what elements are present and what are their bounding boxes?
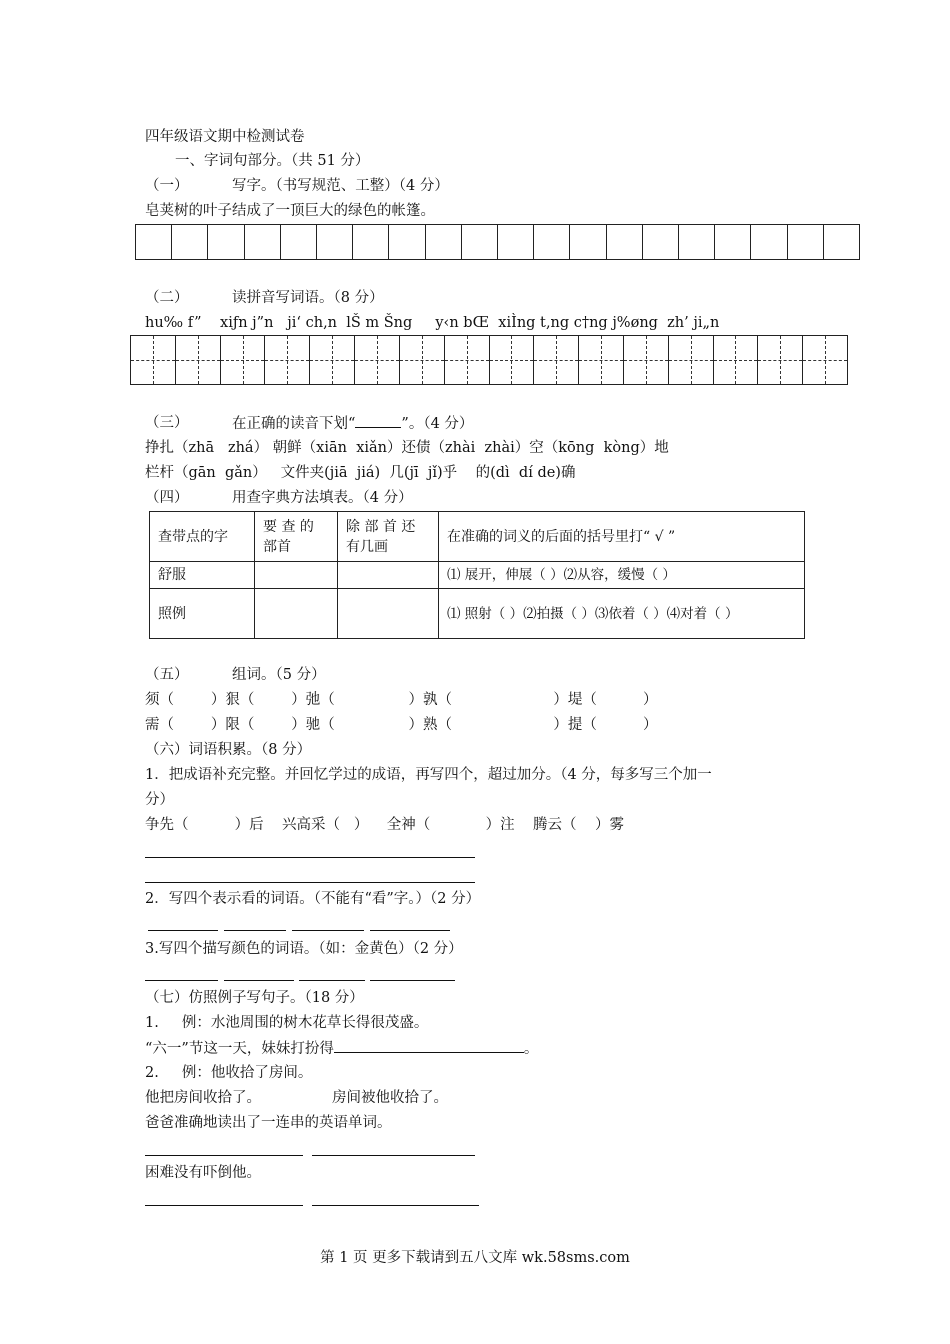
writing-cell[interactable] xyxy=(679,225,715,259)
s4-title: 用查字典方法填表。（4 分） xyxy=(232,490,413,506)
s5-row2: 需（ ）限（ ）驰（ ）熟（ ）提（ ） xyxy=(145,717,658,733)
tian-cell[interactable] xyxy=(490,336,535,384)
writing-cell[interactable] xyxy=(462,225,498,259)
answer-line[interactable] xyxy=(145,1205,303,1206)
answer-line[interactable] xyxy=(145,1155,303,1156)
s4-number: （四） xyxy=(145,490,189,506)
answer-line[interactable] xyxy=(145,857,475,858)
header-char: 查带点的字 xyxy=(150,512,255,562)
writing-cell[interactable] xyxy=(607,225,643,259)
page-title: 四年级语文期中检测试卷 xyxy=(145,129,305,145)
answer-line[interactable] xyxy=(312,1205,479,1206)
tian-cell[interactable] xyxy=(579,336,624,384)
strokes-cell[interactable] xyxy=(338,562,439,589)
tian-cell[interactable] xyxy=(445,336,490,384)
tian-cell[interactable] xyxy=(669,336,714,384)
writing-cell[interactable] xyxy=(353,225,389,259)
writing-cell[interactable] xyxy=(172,225,208,259)
page-footer: 第 1 页 更多下载请到五八文库 wk.58sms.com xyxy=(320,1250,630,1266)
s7-q1-task xyxy=(145,1038,538,1059)
tian-cell[interactable] xyxy=(534,336,579,384)
meanings-cell[interactable]: ⑴ 展开，伸展（ ）⑵从容，缓慢（ ） xyxy=(439,562,805,589)
s7-q2-example-a: 他把房间收拾了。 xyxy=(145,1090,261,1106)
tian-cell[interactable] xyxy=(758,336,803,384)
s2-number: （二） xyxy=(145,290,189,306)
answer-line[interactable] xyxy=(145,882,475,883)
answer-line[interactable] xyxy=(145,980,218,981)
tian-cell[interactable] xyxy=(400,336,445,384)
s6-q1b: 分） xyxy=(145,792,174,808)
tian-cell[interactable] xyxy=(310,336,355,384)
s5-number: （五） xyxy=(145,667,189,683)
writing-cell[interactable] xyxy=(643,225,679,259)
underline-sample xyxy=(355,413,401,428)
s6-q2: 2．写四个表示看的词语。（不能有“看”字。）（2 分） xyxy=(145,891,481,907)
writing-cell[interactable] xyxy=(824,225,859,259)
tian-cell[interactable] xyxy=(624,336,669,384)
s2-pinyin: hu‰ f” xiƒn j”n ji‘ ch‚n lŠ m Šng y‹n bŒ xiÌng t‚ng c†ng j%øng zh’ ji„n xyxy=(145,315,720,331)
s1-title: 写字。（书写规范、工整）（4 分） xyxy=(232,178,449,194)
answer-line[interactable] xyxy=(370,930,450,931)
s7-q1-end: 。 xyxy=(523,1041,539,1057)
s3-title xyxy=(232,413,473,434)
s7-q2-example-b: 房间被他收拾了。 xyxy=(332,1090,448,1106)
s7-q2-sentence2: 困难没有吓倒他。 xyxy=(145,1165,261,1181)
pinyin-writing-grid[interactable] xyxy=(130,335,848,385)
s6-heading: （六）词语积累。（8 分） xyxy=(145,742,312,758)
s1-number: （一） xyxy=(145,178,189,194)
tian-cell[interactable] xyxy=(714,336,759,384)
dictionary-table xyxy=(149,511,805,639)
s7-q1-task-text: “六一”节这一天，妹妹打扮得 xyxy=(145,1041,334,1057)
s3-title-a: 在正确的读音下划“ xyxy=(232,416,356,432)
writing-cell[interactable] xyxy=(715,225,751,259)
tian-cell[interactable] xyxy=(176,336,221,384)
answer-line[interactable] xyxy=(312,1155,475,1156)
tian-cell[interactable] xyxy=(221,336,266,384)
meanings-cell[interactable]: ⑴ 照射（ ）⑵拍摄（ ）⑶依着（ ）⑷对着（ ） xyxy=(439,589,805,639)
writing-cell[interactable] xyxy=(136,225,172,259)
answer-line[interactable] xyxy=(370,980,455,981)
writing-cell[interactable] xyxy=(281,225,317,259)
s5-row1: 须（ ）狠（ ）弛（ ）孰（ ）堤（ ） xyxy=(145,692,658,708)
answer-line[interactable] xyxy=(299,980,365,981)
s3-line2: 栏杆（gān gǎn） 文件夹(jiā jiá) 几(jī jǐ)乎 的(dì dí de)确 xyxy=(145,465,576,481)
s7-q2-sentence1: 爸爸准确地读出了一连串的英语单词。 xyxy=(145,1115,392,1131)
tian-cell[interactable] xyxy=(131,336,176,384)
writing-cell[interactable] xyxy=(208,225,244,259)
answer-line[interactable] xyxy=(292,930,364,931)
writing-cell[interactable] xyxy=(788,225,824,259)
s6-q3: 3.写四个描写颜色的词语。（如：金黄色）（2 分） xyxy=(145,941,463,957)
writing-grid[interactable] xyxy=(135,224,860,260)
tian-cell[interactable] xyxy=(803,336,847,384)
tian-cell[interactable] xyxy=(355,336,400,384)
s7-q2-label: 2. 例：他收拾了房间。 xyxy=(145,1065,313,1081)
writing-cell[interactable] xyxy=(751,225,787,259)
row-char: 照例 xyxy=(150,589,255,639)
writing-cell[interactable] xyxy=(570,225,606,259)
s6-q1a: 1．把成语补充完整。并回忆学过的成语，再写四个，超过加分。（4 分，每多写三个加一 xyxy=(145,767,712,783)
s7-heading: （七）仿照例子写句子。（18 分） xyxy=(145,990,364,1006)
writing-cell[interactable] xyxy=(498,225,534,259)
s3-title-b: ”。（4 分） xyxy=(401,416,474,432)
s2-title: 读拼音写词语。（8 分） xyxy=(232,290,384,306)
answer-line[interactable] xyxy=(224,930,286,931)
writing-cell[interactable] xyxy=(245,225,281,259)
writing-cell[interactable] xyxy=(389,225,425,259)
header-radical: 要 查 的 部首 xyxy=(255,512,338,562)
table-row xyxy=(150,589,805,639)
table-row xyxy=(150,562,805,589)
s6-idioms: 争先（ ）后 兴高采（ ） 全神（ ）注 腾云（ ）雾 xyxy=(145,817,624,833)
writing-cell[interactable] xyxy=(534,225,570,259)
s1-sentence: 皂荚树的叶子结成了一顶巨大的绿色的帐篷。 xyxy=(145,203,435,219)
writing-cell[interactable] xyxy=(426,225,462,259)
fill-blank[interactable] xyxy=(334,1038,524,1053)
radical-cell[interactable] xyxy=(255,562,338,589)
radical-cell[interactable] xyxy=(255,589,338,639)
s5-title: 组词。（5 分） xyxy=(232,667,326,683)
part1-heading: 一、字词句部分。（共 51 分） xyxy=(175,153,370,169)
answer-line[interactable] xyxy=(224,980,294,981)
answer-line[interactable] xyxy=(148,930,218,931)
header-meaning: 在准确的词义的后面的括号里打“ √ ” xyxy=(439,512,805,562)
writing-cell[interactable] xyxy=(317,225,353,259)
s3-number: （三） xyxy=(145,415,189,431)
s3-line1: 挣扎（zhā zhá） 朝鲜（xiān xiǎn）还债（zhài zhài）空（kōng kòng）地 xyxy=(145,440,669,456)
strokes-cell[interactable] xyxy=(338,589,439,639)
row-char: 舒服 xyxy=(150,562,255,589)
tian-cell[interactable] xyxy=(265,336,310,384)
s7-q1-label: 1. 例：水池周围的树木花草长得很茂盛。 xyxy=(145,1015,429,1031)
header-strokes: 除 部 首 还 有几画 xyxy=(338,512,439,562)
table-header-row xyxy=(150,512,805,562)
